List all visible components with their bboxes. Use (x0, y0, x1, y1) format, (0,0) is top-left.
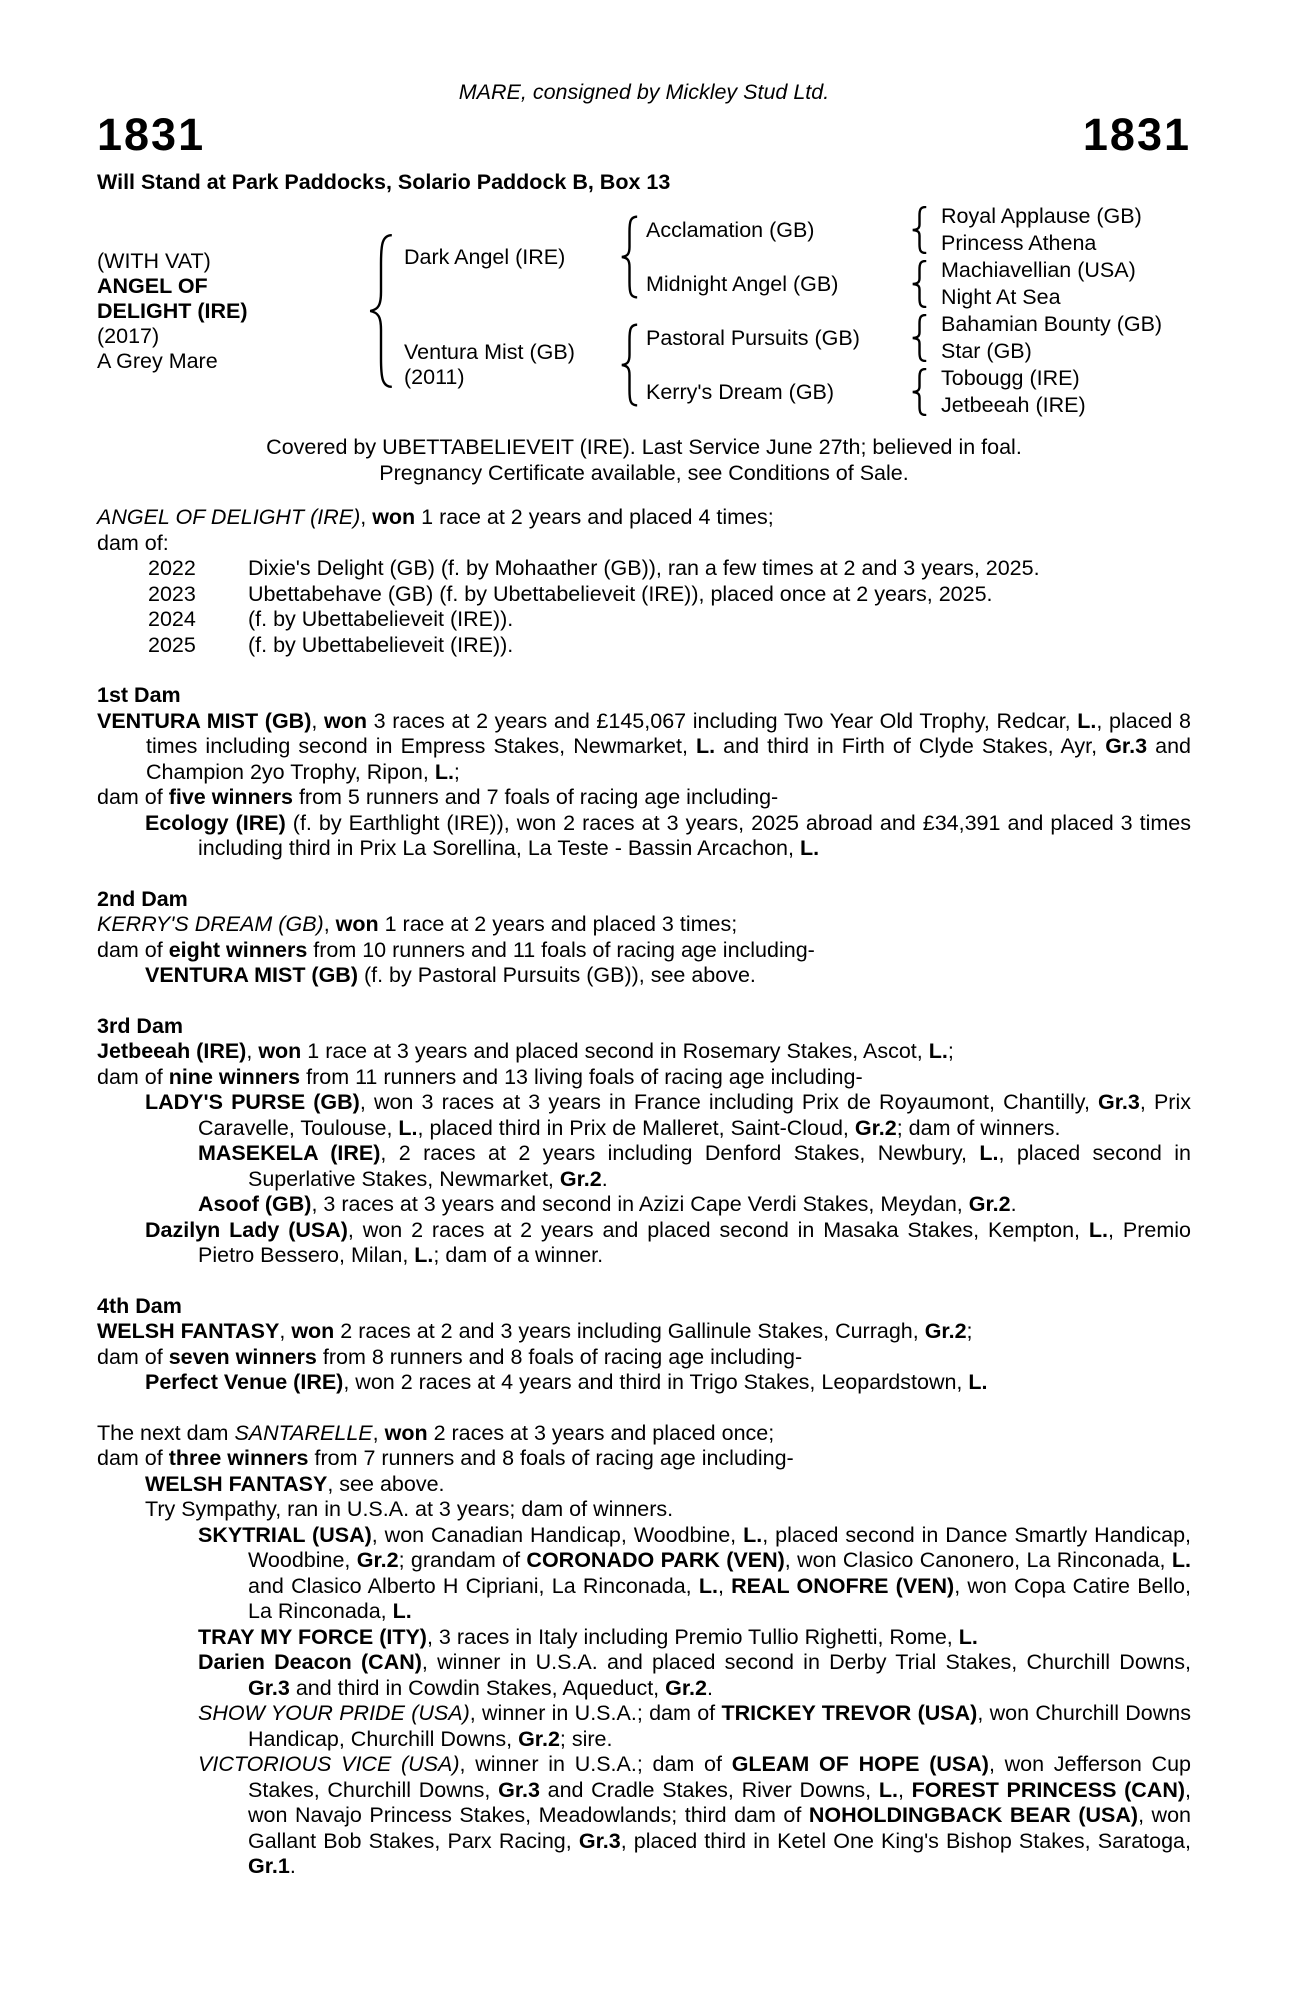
sire-name: Dark Angel (IRE) (404, 244, 566, 269)
pedigree-paragraph: Perfect Venue (IRE), won 2 races at 4 years and third in Trigo Stakes, Leopardstown, L. (145, 1370, 988, 1394)
produce-record (97, 556, 1191, 582)
pedigree-paragraph: VENTURA MIST (GB), won 3 races at 2 years and £145,067 including Two Year Old Trophy, Redcar, L., placed 8 times including second in Empress Stakes, Newmarket, L. and third in Firth of Clyde Stakes, Ayr, Gr.3 and Champion 2yo Trophy, Ripon, L.; (97, 708, 1191, 784)
pedigree-paragraph: VICTORIOUS VICE (USA), winner in U.S.A.; dam of GLEAM OF HOPE (USA), won Jefferson Cup Stakes, Churchill Downs, Gr.3 and Cradle Stakes, River Downs, L., FOREST PRINCESS (CAN), won Navajo Princess Stakes, Meadowlands; third dam of NOHOLDINGBACK BEAR (USA), won Gallant Bob Stakes, Parx Racing, Gr.3, placed third in Ketel One King's Bishop Stakes, Saratoga, Gr.1. (198, 1752, 1191, 1878)
pedigree-paragraph: Dazilyn Lady (USA), won 2 races at 2 years and placed second in Masaka Stakes, Kempton, L., Premio Pietro Bessero, Milan, L.; dam of a winner. (145, 1217, 1191, 1267)
pedigree-paragraph: LADY'S PURSE (GB), won 3 races at 3 years in France including Prix de Royaumont, Chantilly, Gr.3, Prix Caravelle, Toulouse, L., placed third in Prix de Malleret, Saint-Cloud, Gr.2; dam of winners. (145, 1090, 1191, 1140)
pedigree-paragraph: dam of seven winners from 8 runners and 8 foals of racing age including- (97, 1344, 803, 1369)
horse-description: A Grey Mare (97, 348, 218, 373)
produce-text: (f. by Ubettabelieveit (IRE)). (248, 607, 514, 631)
pregnancy-certificate-line: Pregnancy Certificate available, see Conditions of Sale. (379, 461, 909, 485)
pedigree-brace-pair3-icon (907, 311, 931, 365)
catalogue-text (97, 505, 1191, 1880)
pedigree-paragraph: dam of: (97, 530, 169, 555)
horse-name-line1: ANGEL OF (97, 273, 208, 298)
pedigree-paragraph: dam of five winners from 5 runners and 7 foals of racing age including- (97, 785, 779, 809)
pedigree-paragraph: MASEKELA (IRE), 2 races at 2 years including Denford Stakes, Newbury, L., placed second in Superlative Stakes, Newmarket, Gr.2. (198, 1141, 1191, 1191)
pedigree-paragraph: Asoof (GB), 3 races at 3 years and second in Azizi Cape Verdi Stakes, Meydan, Gr.2. (198, 1192, 1017, 1216)
produce-record (97, 582, 1191, 608)
pedigree-brace-dam-icon (615, 311, 643, 419)
gen3-name: Machiavellian (USA) (941, 258, 1136, 282)
pedigree-paragraph: Try Sympathy, ran in U.S.A. at 3 years; dam of winners. (145, 1497, 674, 1521)
gen3-name: Night At Sea (941, 285, 1061, 309)
consignment-line: MARE, consigned by Mickley Stud Ltd. (458, 80, 830, 104)
dam-cell (394, 311, 615, 419)
lot-number-row (97, 109, 1191, 160)
pedigree-paragraph: WELSH FANTASY, see above. (145, 1471, 445, 1496)
granddam-2: Kerry's Dream (GB) (646, 379, 835, 404)
pedigree-paragraph: KERRY'S DREAM (GB), won 1 race at 2 years and placed 3 times; (97, 912, 738, 936)
pedigree-paragraph: The next dam SANTARELLE, won 2 races at 3 years and placed once; (97, 1420, 775, 1445)
gen3-name: Princess Athena (941, 231, 1097, 255)
grandsire-1: Acclamation (GB) (646, 217, 815, 242)
pedigree-brace-gen1-icon (368, 203, 394, 419)
pedigree-brace-sire-icon (615, 203, 643, 311)
produce-record (97, 607, 1191, 633)
stand-location-note: Will Stand at Park Paddocks, Solario Paddock B, Box 13 (97, 170, 671, 194)
gen3-name: Tobougg (IRE) (941, 366, 1080, 390)
pedigree-paragraph: dam of three winners from 7 runners and 8 foals of racing age including- (97, 1446, 794, 1470)
pedigree-brace-pair1-icon (907, 203, 931, 257)
dam-section-heading: 1st Dam (97, 683, 181, 707)
pedigree-brace-pair2-icon (907, 257, 931, 311)
produce-year: 2025 (148, 632, 196, 657)
gen3-name: Star (GB) (941, 339, 1032, 363)
grandsire-2: Pastoral Pursuits (GB) (646, 325, 860, 350)
pedigree-paragraph: dam of nine winners from 11 runners and 13 living foals of racing age including- (97, 1064, 863, 1089)
pedigree-paragraph: VENTURA MIST (GB) (f. by Pastoral Pursuits (GB)), see above. (145, 963, 756, 987)
produce-text: Dixie's Delight (GB) (f. by Mohaather (GB)), ran a few times at 2 and 3 years, 2025. (248, 556, 1040, 580)
pedigree-paragraph: dam of eight winners from 10 runners and 11 foals of racing age including- (97, 937, 815, 962)
pedigree-paragraph: SHOW YOUR PRIDE (USA), winner in U.S.A.; dam of TRICKEY TREVOR (USA), won Churchill Downs Handicap, Churchill Downs, Gr.2; sire. (198, 1701, 1191, 1751)
pedigree-paragraph: ANGEL OF DELIGHT (IRE), won 1 race at 2 years and placed 4 times; (97, 505, 774, 529)
produce-text: (f. by Ubettabelieveit (IRE)). (248, 632, 514, 657)
vat-note: (WITH VAT) (97, 248, 211, 273)
lot-number-right: 1831 (1082, 109, 1191, 160)
gen3-name: Jetbeeah (IRE) (941, 393, 1086, 417)
produce-year: 2022 (148, 556, 196, 580)
covering-statement (97, 434, 1191, 486)
dam-year: (2011) (404, 365, 465, 389)
gen3-name: Royal Applause (GB) (941, 204, 1142, 228)
produce-year: 2024 (148, 607, 196, 631)
granddam-1: Midnight Angel (GB) (646, 271, 839, 296)
pedigree-paragraph: SKYTRIAL (USA), won Canadian Handicap, Woodbine, L., placed second in Dance Smartly Handicap, Woodbine, Gr.2; grandam of CORONADO PARK (VEN), won Clasico Canonero, La Rinconada, L. and Clasico Alberto H Cipriani, La Rinconada, L., REAL ONOFRE (VEN), won Copa Catire Bello, La Rinconada, L. (198, 1522, 1191, 1623)
pedigree-paragraph: WELSH FANTASY, won 2 races at 2 and 3 years including Gallinule Stakes, Curragh, Gr.2; (97, 1319, 973, 1343)
horse-name-line2: DELIGHT (IRE) (97, 298, 248, 323)
gen3-name: Bahamian Bounty (GB) (941, 312, 1163, 336)
pedigree-paragraph: Darien Deacon (CAN), winner in U.S.A. and placed second in Derby Trial Stakes, Churchill Downs, Gr.3 and third in Cowdin Stakes, Aqueduct, Gr.2. (198, 1650, 1191, 1700)
lot-number-left: 1831 (97, 109, 206, 160)
pedigree-table (97, 203, 1191, 419)
pedigree-paragraph: TRAY MY FORCE (ITY), 3 races in Italy including Premio Tullio Righetti, Rome, L. (198, 1624, 978, 1649)
covering-line: Covered by UBETTABELIEVEIT (IRE). Last Service June 27th; believed in foal. (266, 435, 1022, 459)
dam-section-heading: 3rd Dam (97, 1013, 184, 1038)
produce-text: Ubettabehave (GB) (f. by Ubettabelieveit (IRE)), placed once at 2 years, 2025. (248, 581, 993, 606)
pedigree-paragraph: Jetbeeah (IRE), won 1 race at 3 years and placed second in Rosemary Stakes, Ascot, L.; (97, 1039, 954, 1063)
dam-name: Ventura Mist (GB) (404, 340, 575, 364)
pedigree-brace-pair4-icon (907, 365, 931, 419)
horse-identity (97, 203, 368, 419)
horse-foaling-year: (2017) (97, 323, 160, 348)
produce-record (97, 633, 1191, 659)
sire-cell (394, 203, 615, 311)
produce-year: 2023 (148, 581, 196, 606)
pedigree-paragraph: Ecology (IRE) (f. by Earthlight (IRE)), won 2 races at 3 years, 2025 abroad and £34,391 and placed 3 times including third in Prix La Sorellina, La Teste - Bassin Arcachon, L. (145, 810, 1192, 860)
dam-section-heading: 4th Dam (97, 1293, 182, 1318)
dam-section-heading: 2nd Dam (97, 886, 188, 911)
